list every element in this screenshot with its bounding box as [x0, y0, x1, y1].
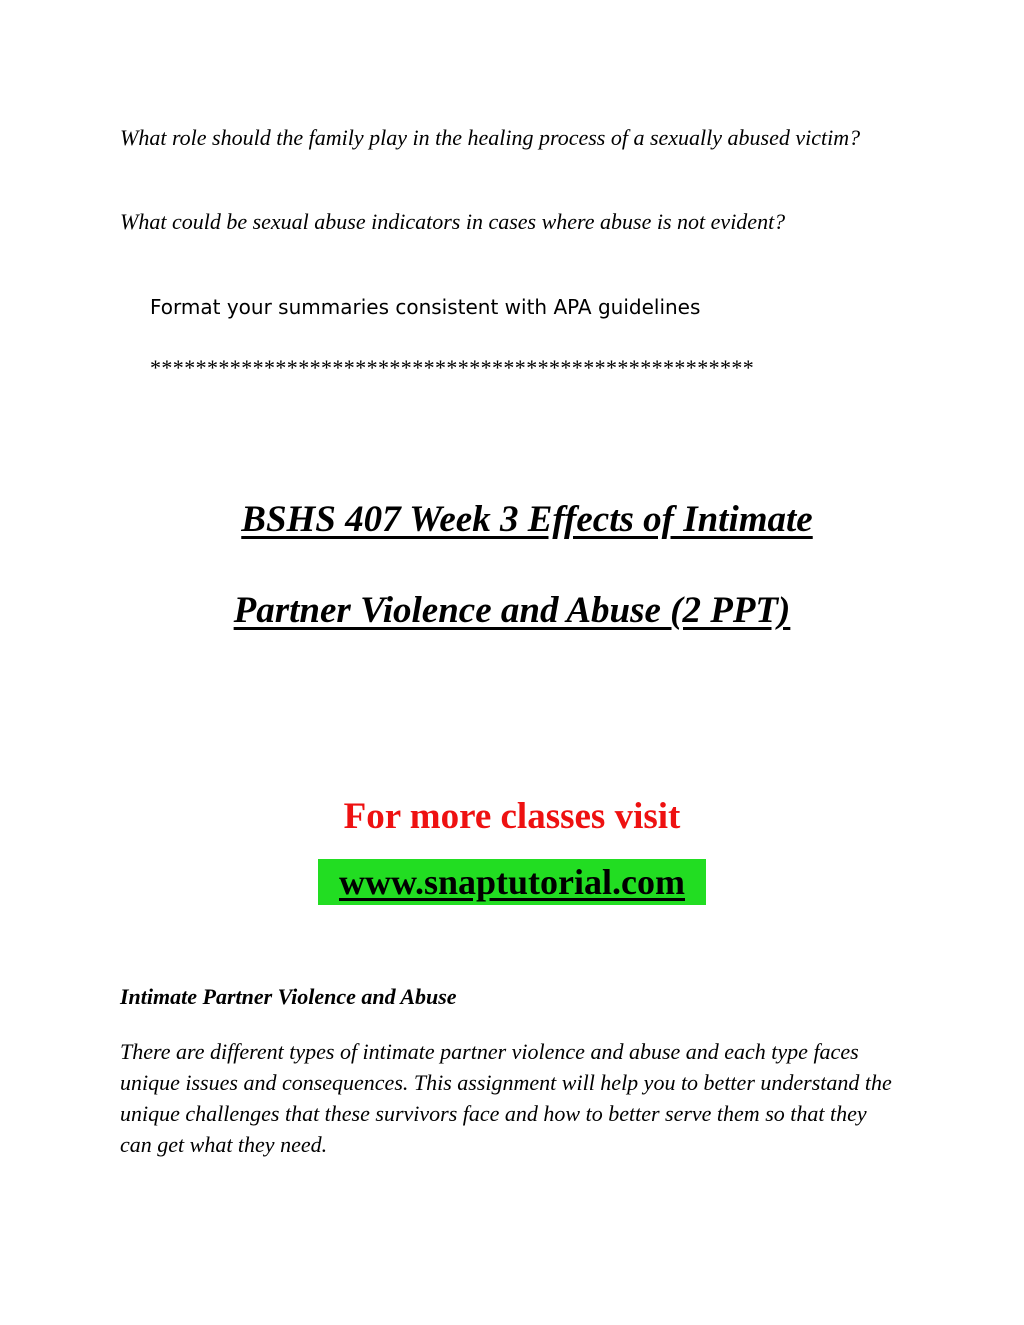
section-heading: Intimate Partner Violence and Abuse	[120, 984, 457, 1009]
promo-link-highlight	[318, 859, 706, 905]
format-instruction: Format your summaries consistent with APA guidelines	[150, 295, 701, 319]
question-abuse-indicators: What could be sexual abuse indicators in cases where abuse is not evident?	[120, 209, 786, 234]
separator-line: *****************************************************	[150, 355, 755, 380]
promo-link[interactable]: www.snaptutorial.com	[338, 862, 685, 902]
promo-text: For more classes visit	[343, 796, 681, 837]
section-body: There are different types of intimate partner violence and abuse and each type faces unique issues and consequences. This assignment will help you to better understand the unique challenges that these survivors face and how to better serve them so that they can get what they need.	[120, 1039, 892, 1157]
course-title-line-1: BSHS 407 Week 3 Effects of Intimate	[241, 499, 813, 540]
question-family-role: What role should the family play in the healing process of a sexually abused victim?	[120, 125, 861, 150]
course-title-line-2: Partner Violence and Abuse (2 PPT)	[233, 590, 791, 631]
